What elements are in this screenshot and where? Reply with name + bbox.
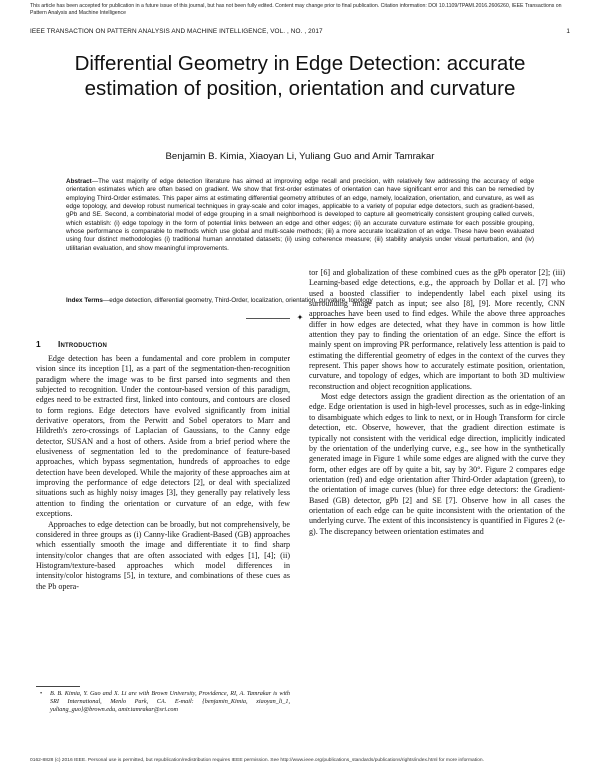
separator-rule-left	[246, 318, 290, 319]
index-terms-label: Index Terms	[66, 297, 103, 304]
body-paragraph: Most edge detectors assign the gradient direction as the orientation of an edge. Edge orientation is used in high-level processes, such as in edge-linking to disambiguate which edges to link to next, or in Hough Transform for circle detection, etc. Observe, however, that the gradient direction estimate is typically not consistent with the veridical edge direction, implicitly indicated by the orientation of the underlying curve, e.g., see how in the synthetically generated image in Figure 1 while some edges are aligned with the curve they form, other edges are off by quite a bit, say by 30°. Figure 2 compares edge orientation (red) and edge orientation after Third-Order adaptation (green), to the orientation of image curves (blue) for three edge detectors: the Gradient-Based (GB) detector, gPb [2] and SE [7]. Observe how in all cases the orientation of each edge can be quite inconsistent with the orientation of the underlying curve. The extent of this inconsistency is quantified in Figures 2 (e-g). The discrepancy between orientation estimates and	[309, 392, 565, 536]
author-footnote	[40, 690, 290, 714]
footnote-text: B. B. Kimia, Y. Guo and X. Li are with Brown University, Providence, RI, A. Tamrakar is with SRI International, Menlo Park, CA. E-mail: {benjamin_Kimia, xiaoyan_li_1, yuliang_guo}@brown.edu, amir.tamrakar@sri.com	[50, 690, 290, 714]
running-head	[30, 28, 570, 35]
copyright-notice: 0162-8828 (c) 2016 IEEE. Personal use is permitted, but republication/redistribution requires IEEE permission. See http://www.ieee.org/publications_standards/publications/rights/index.html for more information.	[30, 758, 484, 763]
section-title: Introduction	[58, 339, 108, 349]
body-paragraph: tor [6] and globalization of these combined cues as the gPb operator [2]; (iii) Learning-based edge detections, e.g., the approach by Dollar et al. [7] who used a boosted classifier to independently label each pixel using its surrounding image patch as input; see also [8], [9]. More recently, CNN approaches have been used to find edges. While the above three approaches differ in how edges are detected, what they have in common is how little attention they pay to finding the orientation of an edge. Since the effort is mainly spent on improving PR performance, relatively less attention is paid to estimating the differential geometry of edges in the context of the curves they represent. This paper shows how to accurately estimate position, orientation, curvature, and topology of edges, which are important to both 3D multiview reconstruction and object recognition applications.	[309, 268, 565, 391]
journal-name: IEEE TRANSACTION ON PATTERN ANALYSIS AND MACHINE INTELLIGENCE, VOL. , NO. , 2017	[30, 28, 323, 35]
abstract-label: Abstract	[66, 178, 92, 185]
right-column	[309, 268, 565, 537]
paper-title: Differential Geometry in Edge Detection: accurate estimation of position, orientation and curvature	[74, 52, 526, 100]
abstract-text: —The vast majority of edge detection literature has aimed at improving edge recall and precision, with relatively few addressing the accuracy of edge orientation estimates which are often based on gradient. We show that first-order estimates of orientation can have significant error and this can be remedied by employing Third-Order estimates. This paper aims at estimating differential geometry attributes of an edge, namely, localization, orientation, and curvature, as well as edge topology, and develop robust numerical techniques in gray-scale and color images, applicable to a variety of popular edge detectors, such as gradient-based, gPb and SE. Second, a combinatorial model of edge grouping in a small neighborhood is developed to capture all geometrically consistent grouping called curvels, which establish: (i) edge topology in the form of potential links between an edge and other edges; (ii) an accurate curvature estimate for each possible grouping, whose performance is comparable to methods which use global and multi-scale methods; (iii) a more accurate localization of an edge. These have been evaluated using four distinct methodologies (i) traditional human annotated datasets; (ii) using coherence measure; (iii) stability analysis under visual perturbation, and (iv) utilitarian evaluation, and show meaningful improvements.	[66, 178, 534, 252]
body-paragraph: Approaches to edge detection can be broadly, but not comprehensively, be considered in three groups as (i) Canny-like Gradient-Based (GB) approaches which essentially smooth the image and differentiate it to find sharp intensity/color changes that are often associated with edges [1], [4]; (ii) Histogram/texture-based approaches which model differences in intensity/color histograms [5], in texture, and combinations of these cues as the Pb opera-	[36, 519, 290, 591]
publication-notice: This article has been accepted for publication in a future issue of this journal, but has not been fully edited. Content may change prior to final publication. Citation information: DOI 10.1109/TPAMI.2016.2606260, IEEE Transactions on Pattern Analysis and Machine Intelligence	[30, 3, 562, 16]
left-column	[36, 354, 290, 592]
section-heading	[36, 339, 107, 349]
footnote-rule	[36, 686, 80, 687]
author-list: Benjamin B. Kimia, Xiaoyan Li, Yuliang Guo and Amir Tamrakar	[165, 151, 435, 162]
body-paragraph: Edge detection has been a fundamental and core problem in computer vision since its inception [1], as a part of the segmentation-then-recognition paradigm where the image was to be first parsed into segments and then subjected to recognition. Under the contour-based version of this paradigm, edges need to be extracted first, linked into contours, and contours are closed to form regions. Edge detectors have evolved significantly from initial derivative operators, from the Perwitt and Sobel operators to Marr and Hildreth's zero-crossings of Laplacian of Gaussians, to the Canny edge detector, SUSAN and a host of others. Aside from a brief period where the elusiveness of segmentation led to the predominance of feature-based approaches, which bypass segmentation, hundreds of approaches to edge detection have been developed. While the majority of these approaches aim at improving the performance of edge detectors [2], or deal with specialized situations such as highly noisy images [3], they generally pay relatively less attention to finding the orientation or curvature of an edge, with few exceptions.	[36, 354, 290, 519]
footnote-bullet-icon: •	[40, 690, 43, 697]
abstract	[66, 178, 534, 253]
page-number: 1	[566, 28, 570, 35]
index-terms-text: —edge detection, differential geometry, Third-Order, localization, orientation, curvature, topology	[102, 297, 373, 304]
separator-diamond-icon: ✦	[296, 313, 304, 322]
section-number: 1	[36, 339, 41, 349]
